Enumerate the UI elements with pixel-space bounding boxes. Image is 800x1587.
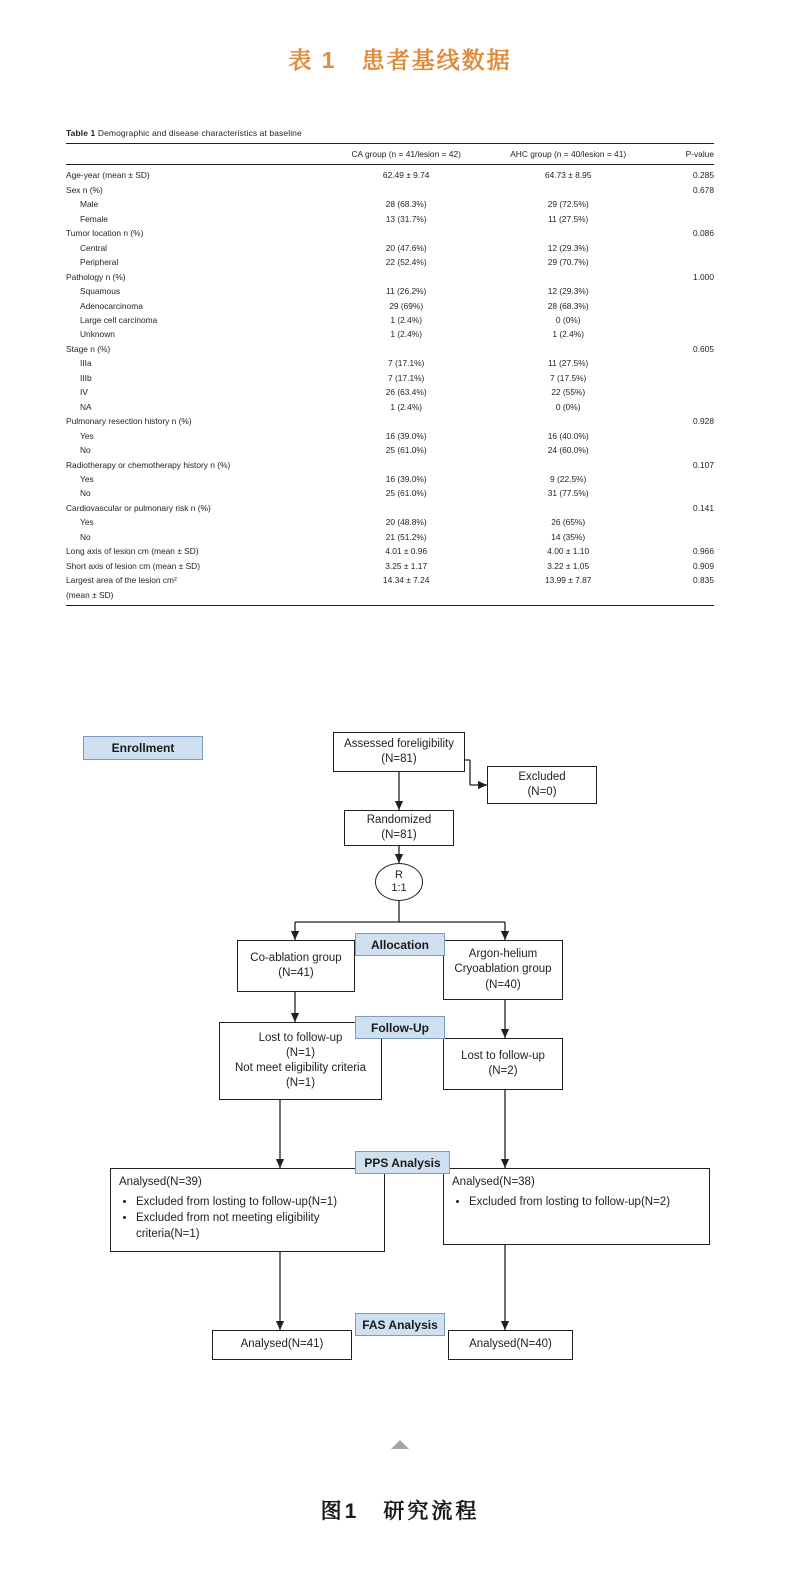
table-head: [66, 144, 714, 165]
cell-ca-group: 21 (51.2%): [385, 531, 427, 542]
cell-ca-group: [325, 501, 487, 515]
cell-p-value: [649, 472, 714, 486]
cell-ahc-group: 31 (77.5%): [547, 488, 589, 499]
lost-left-line4: (N=1): [285, 1077, 316, 1090]
cell-ca-group: 28 (68.3%): [385, 199, 427, 210]
cell-ahc-group: [487, 226, 649, 240]
stage-allocation-label: Allocation: [370, 937, 429, 952]
cell-p-value: 0.966: [693, 546, 714, 557]
row-label: Short axis of lesion cm (mean ± SD): [66, 560, 200, 571]
randomized-line1: Randomized: [366, 813, 432, 826]
table-foot: [66, 606, 714, 607]
cell-p-value: 0.678: [693, 184, 714, 195]
argon-line1: Argon-helium: [468, 948, 538, 961]
fas-right-line1: Analysed(N=40): [469, 1338, 552, 1351]
table-row: [66, 458, 714, 472]
cell-p-value: 0.086: [693, 228, 714, 239]
pps-left-header: Analysed(N=39): [119, 1176, 202, 1188]
cell-ahc-group: 4.00 ± 1.10: [547, 546, 590, 557]
table-row: [66, 414, 714, 428]
table-row: [66, 573, 714, 587]
row-label: Adenocarcinoma: [80, 300, 143, 311]
cell-ahc-group: 13.99 ± 7.87: [544, 575, 592, 586]
col-header-p-value: P-value: [649, 144, 714, 165]
figure-caption: 图1 研究流程: [320, 1500, 480, 1523]
cell-ahc-group: 64.73 ± 8.95: [544, 170, 592, 181]
cell-ahc-group: 7 (17.5%): [550, 372, 587, 383]
cell-ahc-group: 0 (0%): [555, 314, 581, 325]
excluded-line1: Excluded: [518, 770, 566, 783]
cell-p-value: [649, 356, 714, 370]
row-label: Female: [80, 213, 108, 224]
row-label: Yes: [80, 473, 94, 484]
lost-right-line1: Lost to follow-up: [461, 1049, 545, 1062]
col-header-ca-group: CA group (n = 41/lesion = 42): [325, 144, 487, 165]
pps-left-bullet-1: • Excluded from losting to follow-up(N=1): [136, 1195, 376, 1211]
cell-p-value: [649, 588, 714, 606]
assessed-line1: Assessed foreligibility: [344, 737, 454, 750]
row-label: Stage n (%): [66, 343, 111, 354]
cell-p-value: 0.107: [693, 459, 714, 470]
table-row: [66, 313, 714, 327]
cell-ca-group: 16 (39.0%): [385, 473, 427, 484]
cell-p-value: 1.000: [693, 271, 714, 282]
cell-ca-group: [325, 183, 487, 197]
box-argon-helium-group: [443, 940, 563, 1000]
co-ablation-line1: Co-ablation group: [250, 951, 342, 964]
box-assessed-for-eligibility: [333, 732, 465, 772]
row-label: Long axis of lesion cm (mean ± SD): [66, 546, 199, 557]
table-body: [66, 165, 714, 606]
cell-ca-group: 22 (52.4%): [385, 257, 427, 268]
table-header-row: [66, 144, 714, 165]
row-label: No: [80, 531, 91, 542]
cell-ahc-group: [487, 270, 649, 284]
cell-ahc-group: [487, 458, 649, 472]
cell-ca-group: [325, 588, 487, 606]
table-row: [66, 544, 714, 558]
cell-p-value: [649, 255, 714, 269]
cell-p-value: 0.835: [693, 575, 714, 586]
table-bottom-rule: [66, 606, 714, 607]
cell-p-value: [649, 284, 714, 298]
pps-left-bullet-2: • Excluded from not meeting eligibility criteria(N=1): [136, 1211, 376, 1242]
box-fas-analysed-left: [212, 1330, 352, 1360]
cell-p-value: [649, 299, 714, 313]
table-row: [66, 342, 714, 356]
pps-right-bullets: [452, 1195, 701, 1211]
cell-ahc-group: [487, 414, 649, 428]
row-label: IV: [80, 387, 88, 398]
cell-p-value: 0.605: [693, 343, 714, 354]
cell-ca-group: 62.49 ± 9.74: [382, 170, 430, 181]
row-label: Pulmonary resection history n (%): [66, 416, 192, 427]
cell-ca-group: 11 (26.2%): [386, 286, 427, 297]
cell-p-value: [649, 515, 714, 529]
row-label: No: [80, 488, 91, 499]
cell-ca-group: 16 (39.0%): [385, 430, 427, 441]
row-label: Unknown: [80, 329, 115, 340]
row-label: Radiotherapy or chemotherapy history n (%): [66, 459, 231, 470]
cell-ahc-group: 11 (27.5%): [548, 358, 589, 369]
table-row: [66, 486, 714, 500]
box-pps-analysed-left: [110, 1168, 385, 1252]
cell-ca-group: 1 (2.4%): [390, 401, 423, 412]
cell-p-value: 0.285: [693, 170, 714, 181]
row-label: (mean ± SD): [66, 589, 114, 600]
cell-p-value: [649, 400, 714, 414]
cell-ahc-group: 0 (0%): [555, 401, 581, 412]
box-fas-analysed-right: [448, 1330, 573, 1360]
cell-ahc-group: [487, 501, 649, 515]
row-label: Male: [80, 199, 99, 210]
cell-ca-group: 3.25 ± 1.17: [385, 560, 428, 571]
ratio-line1: R: [395, 868, 403, 881]
stage-followup-label: Follow-Up: [371, 1020, 429, 1035]
table-row: [66, 183, 714, 197]
excluded-line2: (N=0): [527, 786, 557, 798]
stage-enrollment: [83, 736, 203, 760]
cell-p-value: 0.141: [693, 502, 714, 513]
row-label: Squamous: [80, 286, 121, 297]
row-label: NA: [80, 401, 92, 412]
table-row: [66, 515, 714, 529]
cell-ca-group: 7 (17.1%): [388, 372, 425, 383]
cell-p-value: [649, 443, 714, 457]
cell-ca-group: 29 (69%): [389, 300, 424, 311]
cell-ca-group: [325, 414, 487, 428]
cell-p-value: 0.909: [693, 560, 714, 571]
table-row: [66, 165, 714, 183]
row-label: IIIa: [80, 358, 92, 369]
table-caption: [66, 128, 714, 138]
cell-p-value: [649, 313, 714, 327]
cell-ahc-group: 9 (22.5%): [550, 473, 587, 484]
cell-ca-group: 13 (31.7%): [385, 213, 427, 224]
table-row: [66, 270, 714, 284]
cell-ca-group: [325, 270, 487, 284]
table-row: [66, 327, 714, 341]
box-excluded: [487, 766, 597, 804]
row-label: Tumor location n (%): [66, 228, 144, 239]
row-label: Largest area of the lesion cm²: [66, 575, 177, 586]
cell-p-value: [649, 530, 714, 544]
stage-followup: [355, 1016, 445, 1039]
cell-ahc-group: 24 (60.0%): [547, 445, 589, 456]
box-lost-followup-right: [443, 1038, 563, 1090]
cell-ca-group: [325, 226, 487, 240]
co-ablation-line2: (N=41): [278, 967, 314, 979]
stage-fas-analysis: [355, 1313, 445, 1336]
argon-line3: (N=40): [485, 978, 521, 991]
table-caption-text: Demographic and disease characteristics at baseline: [97, 128, 302, 138]
table-row: [66, 588, 714, 606]
cell-ca-group: 1 (2.4%): [390, 329, 423, 340]
cell-ca-group: [325, 342, 487, 356]
cell-ahc-group: 22 (55%): [551, 387, 586, 398]
cell-ca-group: 20 (48.8%): [385, 517, 427, 528]
stage-pps-analysis: [355, 1151, 450, 1174]
cell-p-value: [649, 385, 714, 399]
cell-ca-group: 4.01 ± 0.96: [385, 546, 428, 557]
cell-p-value: [649, 486, 714, 500]
pps-right-header: Analysed(N=38): [452, 1176, 535, 1188]
table-row: [66, 429, 714, 443]
cell-ahc-group: 11 (27.5%): [548, 213, 589, 224]
baseline-table-block: [66, 128, 714, 606]
baseline-characteristics-table: [66, 143, 714, 606]
row-label: No: [80, 445, 91, 456]
randomized-line2: (N=81): [381, 829, 417, 841]
stage-pps-label: PPS Analysis: [364, 1155, 441, 1170]
table-row: [66, 371, 714, 385]
row-label: Sex n (%): [66, 184, 103, 195]
row-label: IIIb: [80, 372, 92, 383]
ratio-line2: 1:1: [391, 882, 407, 894]
cell-ahc-group: 12 (29.3%): [547, 242, 589, 253]
col-header-blank: [66, 144, 325, 165]
table-row: [66, 443, 714, 457]
cell-ca-group: 14.34 ± 7.24: [382, 575, 430, 586]
cell-ca-group: 20 (47.6%): [385, 242, 427, 253]
box-randomized: [344, 810, 454, 846]
table-row: [66, 241, 714, 255]
table-row: [66, 356, 714, 370]
table-row: [66, 212, 714, 226]
cell-ahc-group: 16 (40.0%): [547, 430, 589, 441]
row-label: Yes: [80, 517, 94, 528]
box-pps-analysed-right: [443, 1168, 710, 1245]
table-row: [66, 299, 714, 313]
table-row: [66, 255, 714, 269]
row-label: Age-year (mean ± SD): [66, 170, 150, 181]
cell-ca-group: 25 (61.0%): [385, 445, 427, 456]
cell-ahc-group: [487, 183, 649, 197]
cell-p-value: 0.928: [693, 416, 714, 427]
table-row: [66, 400, 714, 414]
stage-enrollment-label: Enrollment: [111, 741, 175, 755]
randomization-ratio-node: [375, 863, 423, 901]
cell-ahc-group: [487, 588, 649, 606]
cell-ca-group: 7 (17.1%): [388, 358, 425, 369]
pps-right-bullet-1: • Excluded from losting to follow-up(N=2): [469, 1195, 701, 1211]
row-label: Large cell carcinoma: [80, 314, 158, 325]
cell-p-value: [649, 429, 714, 443]
lost-left-line1: Lost to follow-up: [258, 1031, 343, 1044]
table-row: [66, 226, 714, 240]
lost-left-line3: Not meet eligibility criteria: [234, 1062, 366, 1074]
table-row: [66, 559, 714, 573]
row-label: Central: [80, 242, 107, 253]
pps-left-bullets: [119, 1195, 376, 1243]
cell-ahc-group: 29 (70.7%): [547, 257, 589, 268]
cell-ca-group: 26 (63.4%): [385, 387, 427, 398]
stage-allocation: [355, 933, 445, 956]
cell-ahc-group: 26 (65%): [551, 517, 586, 528]
cell-p-value: [649, 197, 714, 211]
table-row: [66, 472, 714, 486]
cell-ca-group: 1 (2.4%): [390, 314, 423, 325]
cell-p-value: [649, 371, 714, 385]
cell-ahc-group: 14 (35%): [551, 531, 586, 542]
cell-ca-group: [325, 458, 487, 472]
table-caption-number: Table 1: [66, 128, 96, 138]
box-co-ablation-group: [237, 940, 355, 992]
scroll-up-marker: [391, 1440, 409, 1449]
cell-p-value: [649, 212, 714, 226]
table-row: [66, 501, 714, 515]
cell-ahc-group: [487, 342, 649, 356]
cell-ahc-group: 28 (68.3%): [547, 300, 589, 311]
cell-p-value: [649, 241, 714, 255]
lost-right-line2: (N=2): [488, 1065, 518, 1077]
assessed-line2: (N=81): [381, 753, 417, 765]
cell-ahc-group: 1 (2.4%): [552, 329, 585, 340]
row-label: Cardiovascular or pulmonary risk n (%): [66, 502, 211, 513]
col-header-ahc-group: AHC group (n = 40/lesion = 41): [487, 144, 649, 165]
table-row: [66, 197, 714, 211]
cell-ca-group: 25 (61.0%): [385, 488, 427, 499]
study-flowchart: [0, 700, 800, 1470]
cell-p-value: [649, 327, 714, 341]
table-row: [66, 284, 714, 298]
cell-ahc-group: 3.22 ± 1.05: [547, 560, 590, 571]
stage-fas-label: FAS Analysis: [362, 1317, 438, 1332]
argon-line2: Cryoablation group: [454, 963, 552, 976]
cell-ahc-group: 12 (29.3%): [547, 286, 589, 297]
cell-ahc-group: 29 (72.5%): [547, 199, 589, 210]
table-row: [66, 530, 714, 544]
lost-left-line2: (N=1): [285, 1046, 316, 1059]
table-row: [66, 385, 714, 399]
fas-left-line1: Analysed(N=41): [240, 1338, 324, 1351]
table-section-title: 表 1 患者基线数据: [288, 47, 512, 73]
row-label: Pathology n (%): [66, 271, 126, 282]
row-label: Peripheral: [80, 257, 119, 268]
row-label: Yes: [80, 430, 94, 441]
